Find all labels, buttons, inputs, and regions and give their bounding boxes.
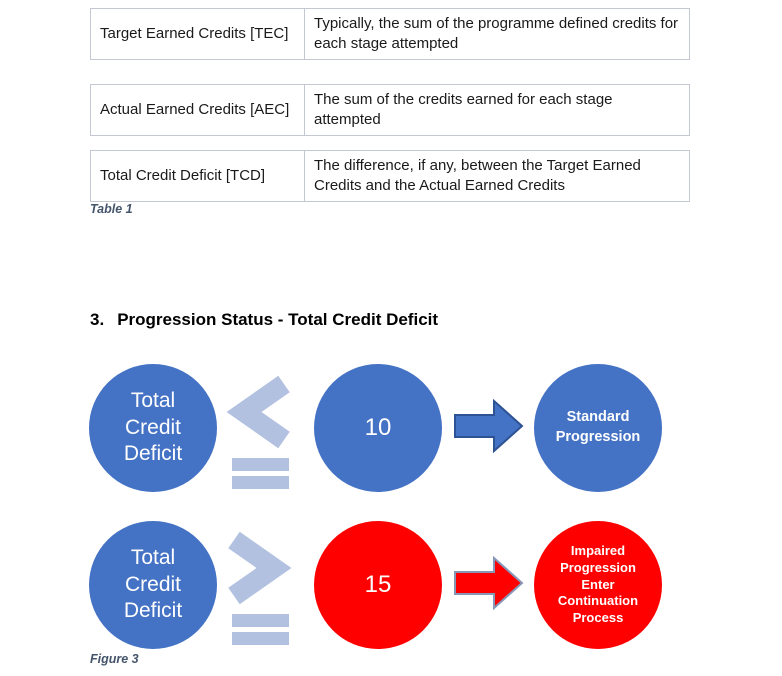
- outcome-label: Impaired Progression Enter Continuation Process: [557, 542, 639, 626]
- total-credit-deficit-circle: [89, 364, 217, 492]
- definition-cell: The difference, if any, between the Target Earned Credits and the Actual Earned Credits: [305, 151, 690, 202]
- table-row: [91, 151, 690, 202]
- definition-cell: Typically, the sum of the programme defined credits for each stage attempted: [305, 9, 690, 60]
- table-row: [91, 85, 690, 136]
- figure-caption: Figure 3: [90, 652, 139, 666]
- term-cell: Actual Earned Credits [AEC]: [91, 85, 305, 136]
- table-row: [91, 9, 690, 60]
- table-caption: Table 1: [90, 202, 133, 216]
- threshold-value: 10: [364, 414, 392, 441]
- definition-table-tec: [90, 8, 690, 60]
- outcome-label: Standard Progression: [555, 409, 641, 445]
- threshold-circle: [314, 364, 442, 492]
- circle-label: Total Credit Deficit: [123, 546, 183, 623]
- greater-than-or-equal-icon: [222, 528, 296, 646]
- outcome-circle-standard: [534, 364, 662, 492]
- heading-number: 3.: [90, 310, 105, 329]
- term-cell: Total Credit Deficit [TCD]: [91, 151, 305, 202]
- right-arrow-icon: [454, 397, 524, 455]
- section-heading: [90, 310, 438, 330]
- threshold-value: 15: [364, 571, 392, 598]
- less-than-or-equal-icon: [222, 372, 296, 490]
- total-credit-deficit-circle: [89, 521, 217, 649]
- definition-table-tcd: [90, 150, 690, 202]
- circle-label: Total Credit Deficit: [123, 389, 183, 466]
- term-cell: Target Earned Credits [TEC]: [91, 9, 305, 60]
- definition-table-aec: [90, 84, 690, 136]
- definition-cell: The sum of the credits earned for each stage attempted: [305, 85, 690, 136]
- heading-text: Progression Status - Total Credit Deficit: [117, 310, 439, 329]
- threshold-circle: [314, 521, 442, 649]
- right-arrow-icon: [454, 554, 524, 612]
- outcome-circle-impaired: [534, 521, 662, 649]
